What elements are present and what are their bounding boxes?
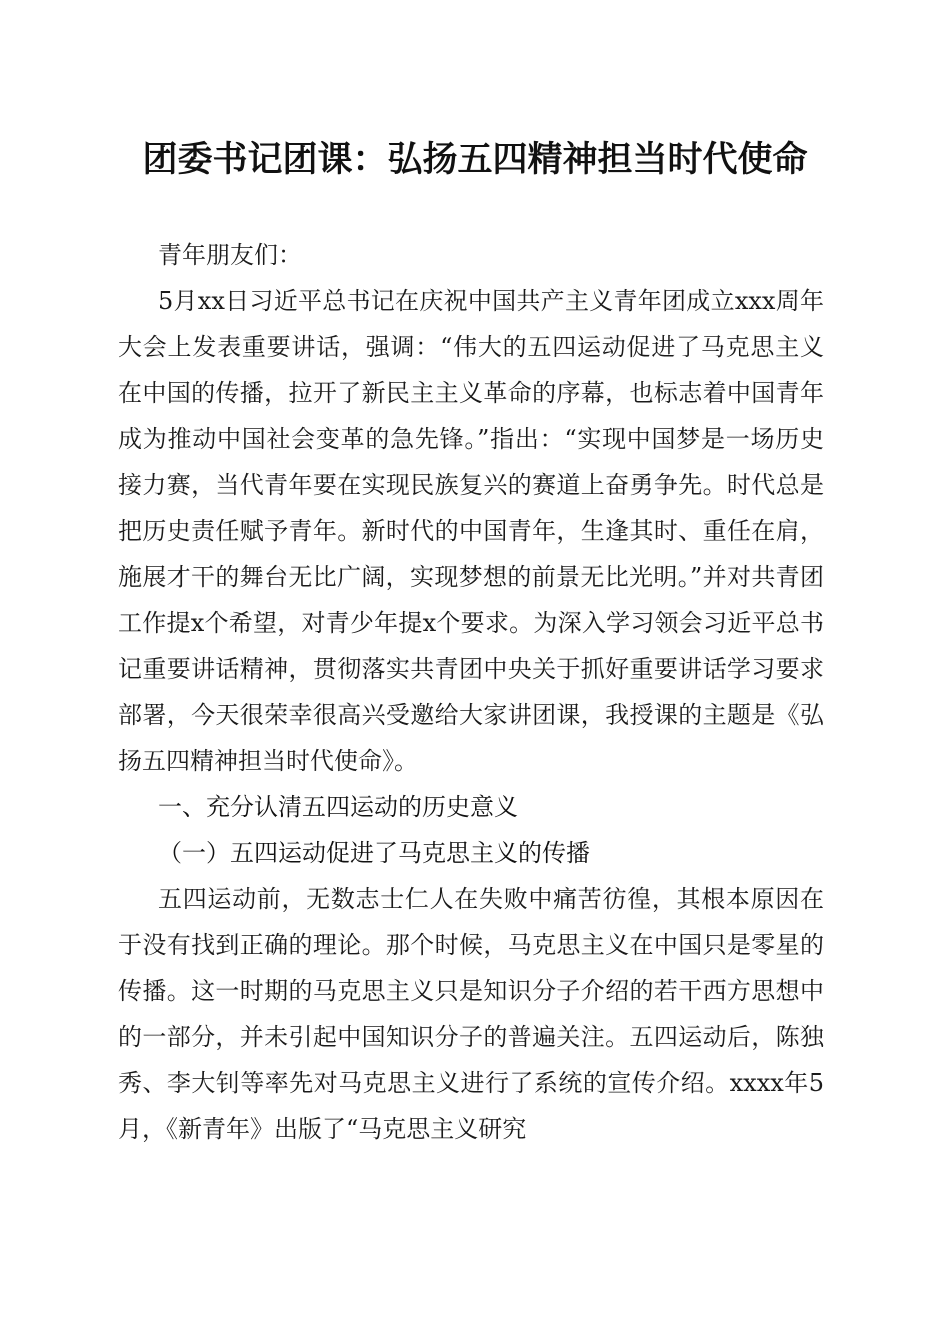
document-body [118, 232, 824, 1152]
subsection-heading-1: （一）五四运动促进了马克思主义的传播 [158, 839, 590, 867]
intro-paragraph: 5月xx日习近平总书记在庆祝中国共产主义青年团成立xxx周年大会上发表重要讲话，强调：“伟大的五四运动促进了马克思主义在中国的传播，拉开了新民主主义革命的序幕，也标志着中国青年成为推动中国社会变革的急先锋。”指出：“实现中国梦是一场历史接力赛，当代青年要在实现民族复兴的赛道上奋勇争先。时代总是把历史责任赋予青年。新时代的中国青年，生逢其时、重任在肩，施展才干的舞台无比广阔，实现梦想的前景无比光明。”并对共青团工作提x个希望，对青少年提x个要求。为深入学习领会习近平总书记重要讲话精神，贯彻落实共青团中央关于抓好重要讲话学习要求部署，今天很荣幸很高兴受邀给大家讲团课，我授课的主题是《弘扬五四精神担当时代使命》。 [118, 287, 824, 775]
document-title: 团委书记团课：弘扬五四精神担当时代使命 [142, 139, 808, 180]
section-heading-1: 一、充分认清五四运动的历史意义 [158, 793, 518, 821]
greeting: 青年朋友们： [158, 241, 302, 269]
subsection-1-paragraph: 五四运动前，无数志士仁人在失败中痛苦彷徨，其根本原因在于没有找到正确的理论。那个时候，马克思主义在中国只是零星的传播。这一时期的马克思主义只是知识分子介绍的若干西方思想中的一部分，并未引起中国知识分子的普遍关注。五四运动后，陈独秀、李大钊等率先对马克思主义进行了系统的宣传介绍。xxxx年5月，《新青年》出版了“马克思主义研究 [118, 885, 824, 1143]
